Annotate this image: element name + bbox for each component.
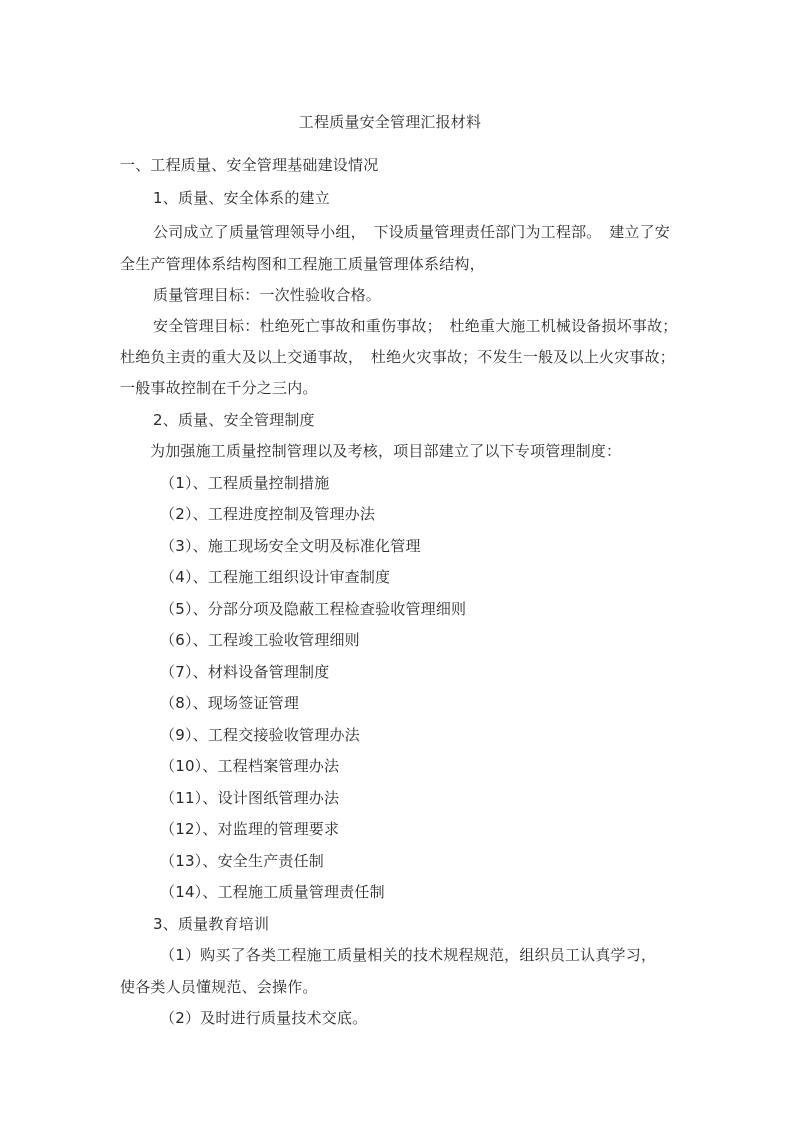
list-item: （13）、安全生产责任制 bbox=[160, 852, 324, 870]
list-item: （5）、分部分项及隐蔽工程检查验收管理细则 bbox=[160, 600, 467, 618]
list-item: （9）、工程交接验收管理办法 bbox=[160, 726, 360, 744]
list-item: （4）、工程施工组织设计审查制度 bbox=[160, 568, 391, 586]
list-item: （12）、对监理的管理要求 bbox=[160, 820, 340, 838]
paragraph-3-line-2: 杜绝负主责的重大及以上交通事故， 杜绝火灾事故；不发生一般及以上火灾事故； bbox=[120, 348, 675, 366]
paragraph-5-line-2: 使各类人员懂规范、会操作。 bbox=[120, 978, 318, 996]
list-item: （6）、工程竣工验收管理细则 bbox=[160, 631, 360, 649]
paragraph-6: （2）及时进行质量技术交底。 bbox=[160, 1009, 368, 1027]
paragraph-1-line-1: 公司成立了质量管理领导小组， 下设质量管理责任部门为工程部。 建立了安 bbox=[153, 223, 671, 241]
document-title: 工程质量安全管理汇报材料 bbox=[298, 113, 482, 131]
list-item: （14）、工程施工质量管理责任制 bbox=[160, 883, 385, 901]
paragraph-3-line-1: 安全管理目标：杜绝死亡事故和重伤事故； 杜绝重大施工机械设备损坏事故； bbox=[153, 317, 678, 335]
paragraph-4: 为加强施工质量控制管理以及考核，项目部建立了以下专项管理制度： bbox=[150, 442, 622, 460]
subsection-heading-1: 1、质量、安全体系的建立 bbox=[153, 189, 330, 207]
paragraph-3-line-3: 一般事故控制在千分之三内。 bbox=[120, 379, 318, 397]
paragraph-2: 质量管理目标：一次性验收合格。 bbox=[153, 286, 382, 304]
subsection-heading-2: 2、质量、安全管理制度 bbox=[153, 411, 315, 429]
subsection-heading-3: 3、质量教育培训 bbox=[153, 915, 270, 933]
list-item: （2）、工程进度控制及管理办法 bbox=[160, 505, 376, 523]
paragraph-5-line-1: （1）购买了各类工程施工质量相关的技术规程规范，组织员工认真学习， bbox=[160, 946, 657, 964]
list-item: （1）、工程质量控制措施 bbox=[160, 474, 330, 492]
list-item: （8）、现场签证管理 bbox=[160, 694, 300, 712]
list-item: （7）、材料设备管理制度 bbox=[160, 663, 330, 681]
paragraph-1-line-2: 全生产管理体系结构图和工程施工质量管理体系结构， bbox=[120, 255, 485, 273]
list-item: （3）、施工现场安全文明及标准化管理 bbox=[160, 537, 421, 555]
list-item: （11）、设计图纸管理办法 bbox=[160, 789, 340, 807]
section-heading-1: 一、工程质量、安全管理基础建设情况 bbox=[120, 156, 379, 174]
list-item: （10）、工程档案管理办法 bbox=[160, 757, 340, 775]
